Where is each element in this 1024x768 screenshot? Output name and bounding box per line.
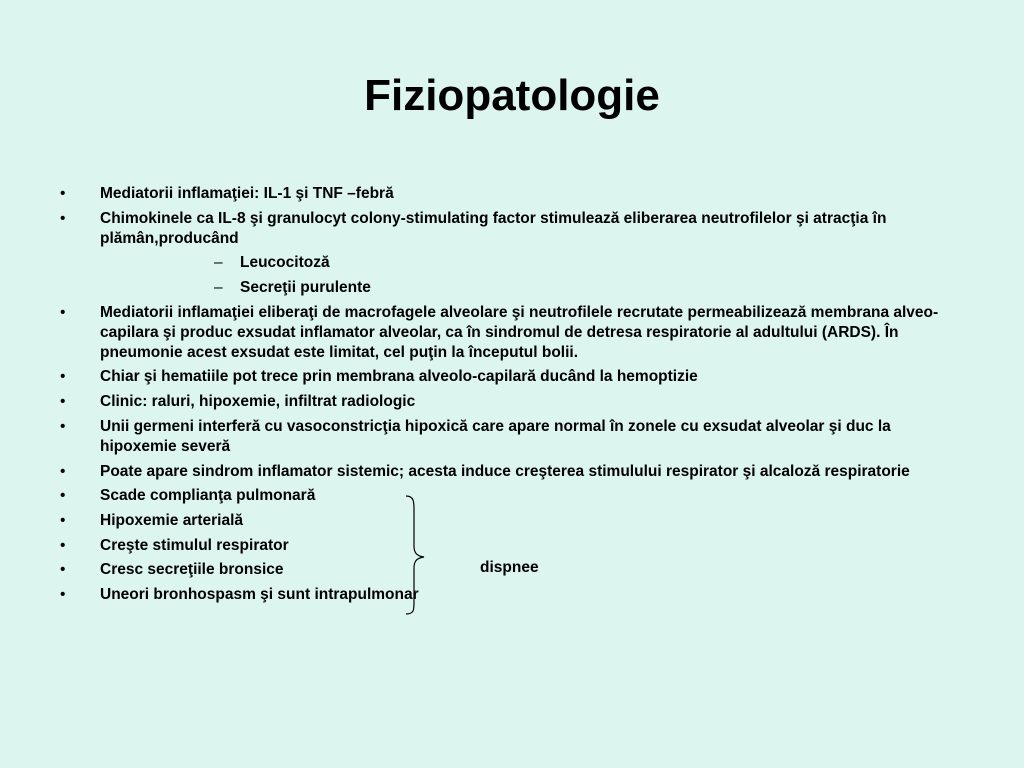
bullet-marker: • <box>60 185 66 202</box>
bullet-marker: • <box>60 585 66 603</box>
bullet-marker: • <box>60 511 66 529</box>
bullet-item <box>60 367 960 387</box>
bullet-item <box>60 392 960 412</box>
bullet-marker: • <box>60 462 66 480</box>
bullet-item <box>60 511 960 531</box>
bullet-text: Clinic: raluri, hipoxemie, infiltrat radiologic <box>100 393 416 411</box>
brace-label: dispnee <box>480 559 539 576</box>
bullet-item <box>60 209 960 249</box>
bullet-text: Poate apare sindrom inflamator sistemic; acesta induce creşterea stimulului respirator şi alcaloză respiratorie <box>100 462 910 480</box>
bullet-text: Chiar şi hematiile pot trece prin membrana alveolo-capilară ducând la hemoptizie <box>100 368 698 386</box>
bullet-text: Chimokinele ca IL-8 şi granulocyt colony-stimulating factor stimulează eliberarea neutrofilelor şi atracţia în plămân,producând <box>100 209 887 247</box>
bullet-marker: • <box>60 368 66 386</box>
sub-bullet-text: Secreţii purulente <box>240 279 371 297</box>
bullet-list <box>60 184 960 610</box>
bullet-text: Cresc secreţiile bronsice <box>100 561 284 579</box>
bullet-marker: • <box>60 487 66 505</box>
bullet-text: Mediatorii inflamaţiei eliberaţi de macrofagele alveolare şi neutrofilele recrutate permeabilizează membrana alveo-capilara şi produc exsudat inflamator alveolar, ca în sindromul de detresa respiratorie al adultului (ARDS). În pneumonie acest exsudat este limitat, cel puţin la începutul bolii. <box>100 303 939 361</box>
bullet-text: Mediatorii inflamaţiei: IL-1 şi TNF –febră <box>100 185 394 202</box>
bullet-text: Creşte stimulul respirator <box>100 536 289 554</box>
bullet-item <box>60 184 960 204</box>
bullet-item <box>60 303 960 363</box>
sub-bullet-item <box>60 278 960 298</box>
bullet-text: Hipoxemie arterială <box>100 511 244 529</box>
bullet-marker: • <box>60 536 66 554</box>
bullet-text: Unii germeni interferă cu vasoconstricţia hipoxică care apare normal în zonele cu exsudat alveolar şi duc la hipoxemie severă <box>100 417 891 455</box>
bullet-item <box>60 585 960 605</box>
bullet-text: Uneori bronhospasm şi sunt intrapulmonar <box>100 585 419 603</box>
sub-bullet-text: Leucocitoză <box>240 254 330 272</box>
dash-marker: – <box>214 254 223 272</box>
curly-brace-icon <box>398 494 432 616</box>
sub-bullet-item <box>60 253 960 273</box>
bullet-item <box>60 486 960 506</box>
bullet-marker: • <box>60 303 66 321</box>
bullet-marker: • <box>60 417 66 435</box>
bullet-item <box>60 462 960 482</box>
bullet-item <box>60 536 960 556</box>
bullet-item <box>60 417 960 457</box>
bullet-text: Scade complianţa pulmonară <box>100 487 316 505</box>
bullet-marker: • <box>60 209 66 227</box>
dash-marker: – <box>214 279 223 297</box>
bullet-marker: • <box>60 393 66 411</box>
bullet-marker: • <box>60 561 66 579</box>
slide-title: Fiziopatologie <box>364 71 660 120</box>
